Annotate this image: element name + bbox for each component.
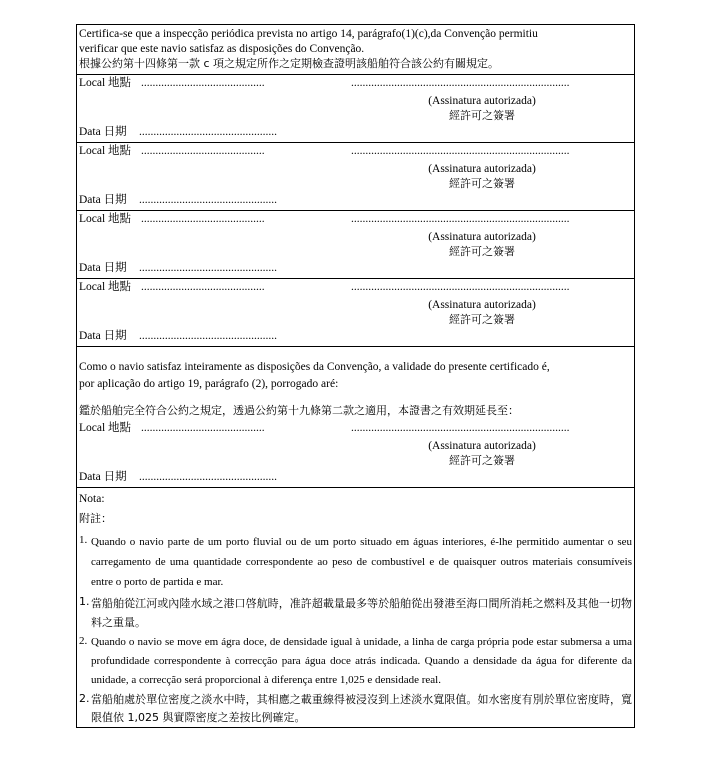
place-label: Local 地點 — [79, 422, 132, 434]
place-label: Local 地點 — [79, 145, 132, 157]
note-number: 2. — [79, 692, 90, 705]
place-field[interactable]: ........................................... — [141, 281, 265, 293]
note-text: 當船舶從江河或內陸水域之港口啓航時，准許超載量最多等於船舶從出發港至海口間所消耗之燃料及其他一切物料之重量。 — [91, 597, 632, 629]
date-field[interactable]: ................................................ — [139, 194, 277, 206]
inspection-statement — [77, 25, 634, 75]
signature-caption-pt: (Assinatura autorizada) — [428, 231, 536, 243]
signature-caption-zh: 經許可之簽署 — [449, 454, 515, 467]
extension-pt-line1: Como o navio satisfaz inteiramente as disposições da Convenção, a validade do presente certificado é, — [79, 361, 550, 373]
date-field[interactable]: ................................................ — [139, 126, 277, 138]
note-item — [79, 532, 632, 592]
signature-caption-zh: 經許可之簽署 — [449, 245, 515, 258]
validity-extension-block — [77, 347, 634, 488]
date-label: Data 日期 — [79, 194, 127, 206]
note-number: 2. — [79, 635, 88, 647]
signature-caption-zh: 經許可之簽署 — [449, 109, 515, 122]
date-label: Data 日期 — [79, 330, 127, 342]
signature-caption-pt: (Assinatura autorizada) — [428, 95, 536, 107]
date-field[interactable]: ................................................ — [139, 330, 277, 342]
place-label: Local 地點 — [79, 213, 132, 225]
place-field[interactable]: ........................................... — [141, 422, 265, 434]
note-number: 1. — [79, 595, 90, 608]
notes-title-pt: Nota: — [79, 493, 105, 505]
signature-field[interactable]: ............................................................................ — [351, 281, 570, 293]
certificate-endorsement-form — [76, 24, 635, 728]
note-item — [79, 691, 632, 727]
extension-pt-line2: por aplicação do artigo 19, parágrafo (2), porrogado aré: — [79, 378, 339, 390]
note-text: Quando o navio parte de um porto fluvial ou de um porto situado em águas interiores, é-lhe permitido aumentar o seu carregamento de uma quantidade correspondente ao peso de combustível e de quaisquer outros materiais consumíveis entre o porto de partida e mar. — [91, 536, 632, 588]
note-text: 當船舶處於單位密度之淡水中時，其相應之載重線得被浸沒到上述淡水寬限值。如水密度有別於單位密度時，寬限值依 1,025 與實際密度之差按比例確定。 — [91, 693, 632, 724]
signature-field[interactable]: ............................................................................ — [351, 77, 570, 89]
date-field[interactable]: ................................................ — [139, 471, 277, 483]
endorsement-block — [77, 211, 634, 279]
note-number: 1. — [79, 534, 88, 546]
place-field[interactable]: ........................................... — [141, 145, 265, 157]
endorsement-block — [77, 143, 634, 211]
note-text: Quando o navio se move em ágra doce, de densidade igual à unidade, a linha de carga própria pode estar submersa a uma profundidade correspondente à correcção para água doce atrás indicada. Quando a densidade da água for diferente da unidade, a correcção será proporcional à diferença entre 1,025 e densidade real. — [91, 636, 632, 686]
signature-caption-zh: 經許可之簽署 — [449, 177, 515, 190]
date-label: Data 日期 — [79, 262, 127, 274]
signature-field[interactable]: ............................................................................ — [351, 213, 570, 225]
endorsement-block — [77, 75, 634, 143]
note-item — [79, 633, 632, 690]
statement-zh-line: 根據公約第十四條第一款 c 項之規定所作之定期檢查證明該船舶符合該公約有關規定。 — [79, 57, 500, 70]
endorsement-block — [77, 279, 634, 347]
signature-caption-zh: 經許可之簽署 — [449, 313, 515, 326]
date-label: Data 日期 — [79, 471, 127, 483]
signature-caption-pt: (Assinatura autorizada) — [428, 299, 536, 311]
place-field[interactable]: ........................................... — [141, 77, 265, 89]
notes-title-zh: 附註： — [79, 512, 112, 525]
place-field[interactable]: ........................................... — [141, 213, 265, 225]
place-label: Local 地點 — [79, 77, 132, 89]
signature-field[interactable]: ............................................................................ — [351, 145, 570, 157]
signature-caption-pt: (Assinatura autorizada) — [428, 440, 536, 452]
notes-section — [77, 488, 634, 728]
date-label: Data 日期 — [79, 126, 127, 138]
signature-caption-pt: (Assinatura autorizada) — [428, 163, 536, 175]
date-field[interactable]: ................................................ — [139, 262, 277, 274]
statement-pt-line1: Certifica-se que a inspecção periódica prevista no artigo 14, parágrafo(1)(c),da Convenção permitiu — [79, 28, 538, 40]
signature-field[interactable]: ............................................................................ — [351, 422, 570, 434]
place-label: Local 地點 — [79, 281, 132, 293]
statement-pt-line2: verificar que este navio satisfaz as disposições do Convenção. — [79, 43, 365, 55]
note-item — [79, 594, 632, 632]
extension-zh-line: 鑑於船舶完全符合公約之規定，透過公約第十九條第二款之適用，本證書之有效期延長至： — [79, 404, 519, 417]
